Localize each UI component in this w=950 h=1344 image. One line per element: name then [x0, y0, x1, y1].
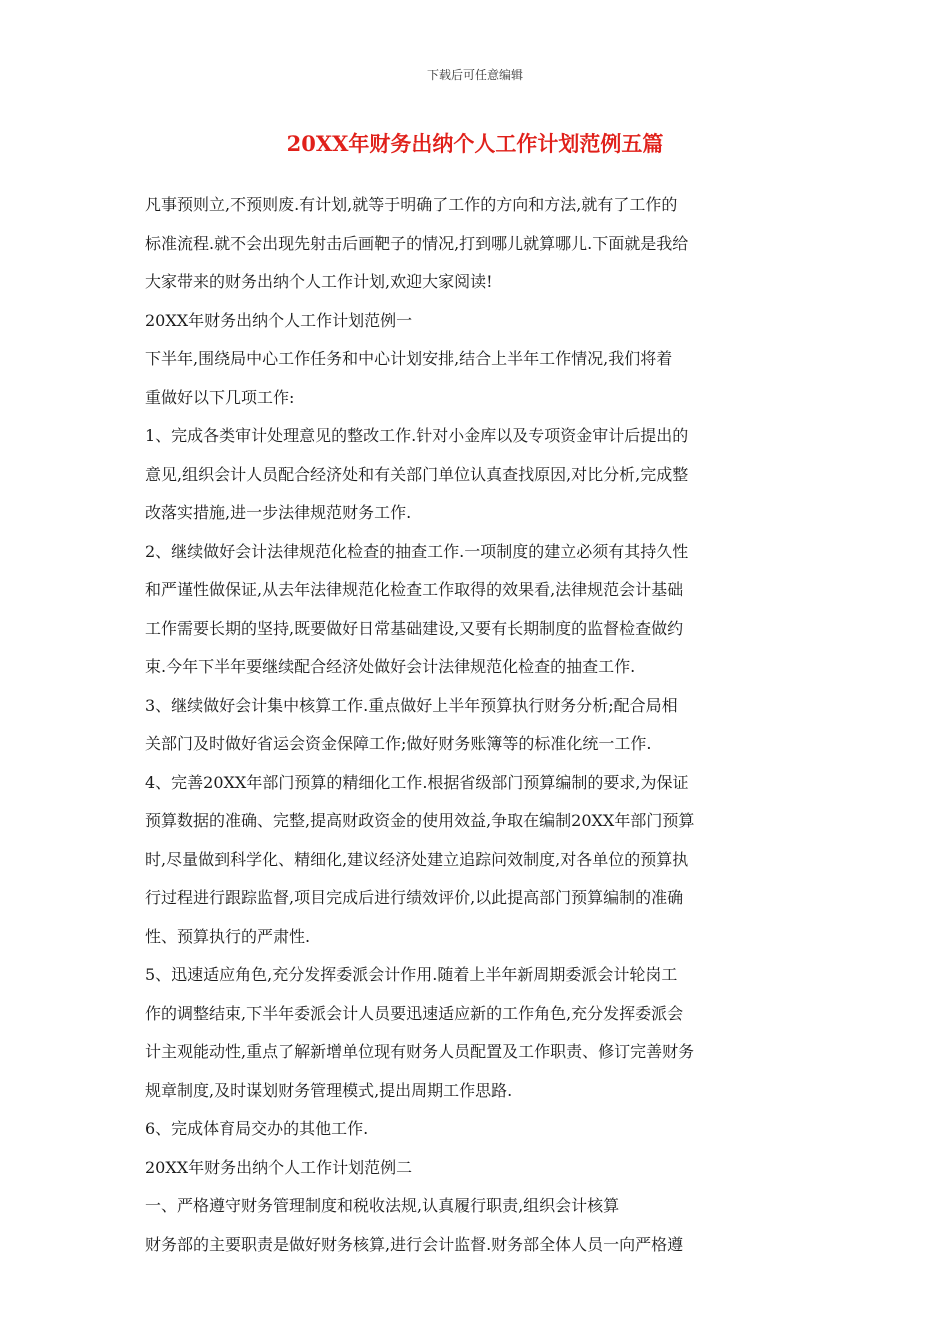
text-line: 预算数据的准确、完整,提高财政资金的使用效益,争取在编制20XX年部门预算: [145, 811, 695, 830]
text-line: 凡事预则立,不预则废.有计划,就等于明确了工作的方向和方法,就有了工作的: [145, 195, 678, 214]
text-line: 计主观能动性,重点了解新增单位现有财务人员配置及工作职责、修订完善财务: [145, 1042, 695, 1061]
text-line: 标准流程.就不会出现先射击后画靶子的情况,打到哪儿就算哪儿.下面就是我给: [145, 233, 689, 253]
text-line: 意见,组织会计人员配合经济处和有关部门单位认真查找原因,对比分析,完成整: [145, 464, 689, 484]
text-line: 4、完善20XX年部门预算的精细化工作.根据省级部门预算编制的要求,为保证: [145, 772, 689, 792]
text-line: 3、继续做好会计集中核算工作.重点做好上半年预算执行财务分析;配合局相: [145, 695, 678, 715]
text-line: 和严谨性做保证,从去年法律规范化检查工作取得的效果看,法律规范会计基础: [145, 580, 684, 599]
text-line: 作的调整结束,下半年委派会计人员要迅速适应新的工作角色,充分发挥委派会: [145, 1003, 684, 1023]
text-line: 工作需要长期的坚持,既要做好日常基础建设,又要有长期制度的监督检查做约: [145, 618, 684, 638]
text-line: 重做好以下几项工作:: [145, 387, 295, 407]
text-line: 5、迅速适应角色,充分发挥委派会计作用.随着上半年新周期委派会计轮岗工: [145, 965, 678, 984]
text-line: 性、预算执行的严肃性.: [145, 926, 311, 946]
text-line: 20XX年财务出纳个人工作计划范例一: [145, 310, 413, 330]
document-title: 20XX年财务出纳个人工作计划范例五篇: [286, 131, 664, 156]
text-line: 关部门及时做好省运会资金保障工作;做好财务账簿等的标准化统一工作.: [145, 734, 652, 753]
header-note: 下载后可任意编辑: [426, 68, 523, 82]
text-line: 1、完成各类审计处理意见的整改工作.针对小金库以及专项资金审计后提出的: [145, 426, 689, 445]
text-line: 2、继续做好会计法律规范化检查的抽查工作.一项制度的建立必须有其持久性: [145, 541, 689, 561]
text-line: 大家带来的财务出纳个人工作计划,欢迎大家阅读!: [145, 272, 493, 291]
text-line: 20XX年财务出纳个人工作计划范例二: [145, 1157, 413, 1177]
text-line: 改落实措施,进一步法律规范财务工作.: [145, 503, 412, 522]
document-body: [145, 186, 810, 1264]
text-line: 一、严格遵守财务管理制度和税收法规,认真履行职责,组织会计核算: [145, 1196, 620, 1215]
text-line: 束.今年下半年要继续配合经济处做好会计法律规范化检查的抽查工作.: [145, 657, 636, 676]
text-line: 规章制度,及时谋划财务管理模式,提出周期工作思路.: [145, 1080, 513, 1100]
text-line: 时,尽量做到科学化、精细化,建议经济处建立追踪问效制度,对各单位的预算执: [145, 849, 689, 869]
text-line: 财务部的主要职责是做好财务核算,进行会计监督.财务部全体人员一向严格遵: [145, 1234, 684, 1254]
text-line: 行过程进行跟踪监督,项目完成后进行绩效评价,以此提高部门预算编制的准确: [145, 888, 684, 907]
text-line: 6、完成体育局交办的其他工作.: [145, 1119, 369, 1138]
text-line: 下半年,围绕局中心工作任务和中心计划安排,结合上半年工作情况,我们将着: [145, 349, 673, 368]
